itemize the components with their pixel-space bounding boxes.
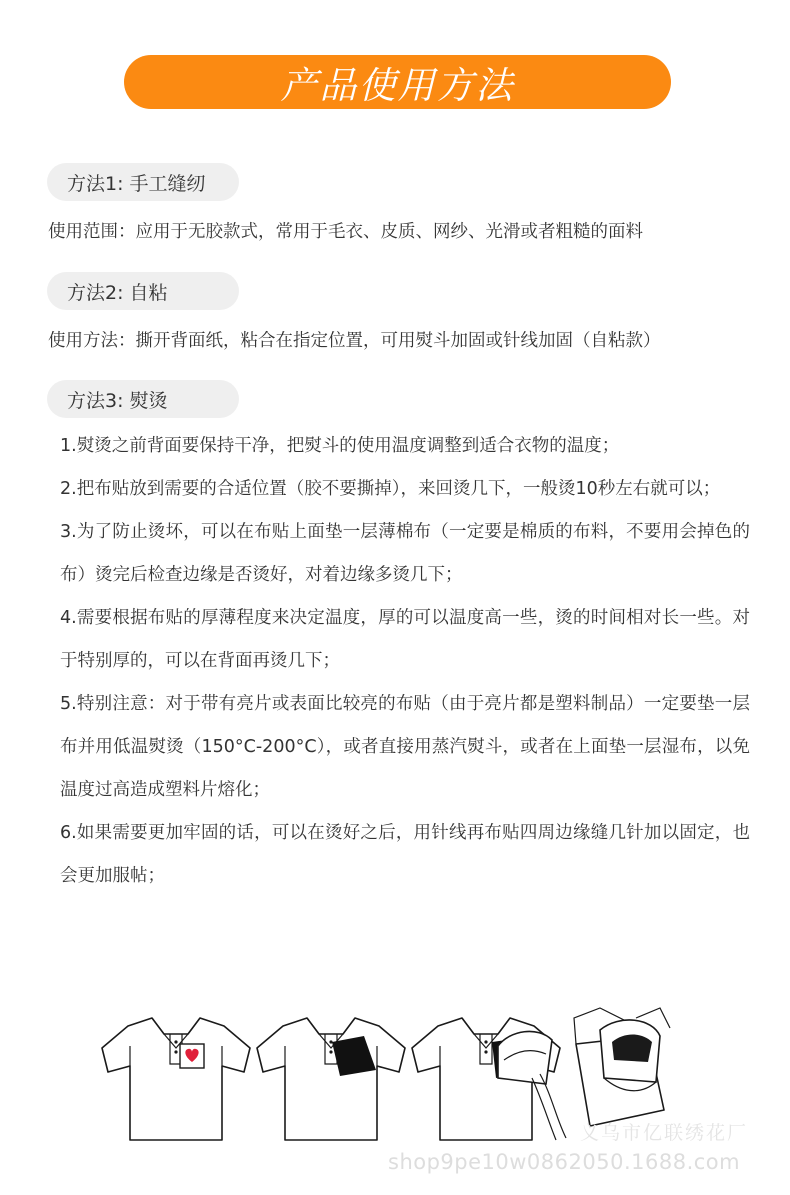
method-1-label: 方法1: 手工缝纫	[47, 163, 239, 201]
method-2-label: 方法2: 自粘	[47, 272, 239, 310]
page-title: 产品使用方法	[280, 64, 515, 107]
step-item: 1.熨烫之前背面要保持干净，把熨斗的使用温度调整到适合衣物的温度；	[60, 436, 620, 456]
method-3-label: 方法3: 熨烫	[47, 380, 239, 418]
iron-closeup-icon	[574, 1008, 670, 1126]
method-2-description: 使用方法：撕开背面纸，粘合在指定位置，可用熨斗加固或针线加固（自粘款）	[48, 331, 661, 351]
ironing-steps-list	[60, 425, 750, 898]
step-item: 2.把布贴放到需要的合适位置（胶不要撕掉），来回烫几下，一般烫10秒左右就可以；	[60, 479, 721, 499]
step-item: 5.特别注意：对于带有亮片或表面比较亮的布贴（由于亮片都是塑料制品）一定要垫一层布并用低温熨烫（150°C-200°C），或者直接用蒸汽熨斗，或者在上面垫一层湿布，以免温度过高造成塑料片熔化；	[60, 694, 750, 800]
step-item: 3.为了防止烫坏，可以在布贴上面垫一层薄棉布（一定要是棉质的布料，不要用会掉色的布）烫完后检查边缘是否烫好，对着边缘多烫几下；	[60, 522, 750, 585]
shirt-with-patch-icon	[102, 1018, 250, 1140]
method-1-description: 使用范围：应用于无胶款式，常用于毛衣、皮质、网纱、光滑或者粗糙的面料	[48, 222, 643, 242]
watermark-text: 义乌市亿联绣花厂	[580, 1122, 749, 1144]
shirt-with-cloth-icon	[257, 1018, 405, 1140]
step-item: 6.如果需要更加牢固的话，可以在烫好之后，用针线再布贴四周边缘缝几针加以固定，也会更加服帖；	[60, 823, 750, 886]
shop-url-text: shop9pe10w0862050.1688.com	[388, 1150, 741, 1174]
step-item: 4.需要根据布贴的厚薄程度来决定温度，厚的可以温度高一些，烫的时间相对长一些。对于特别厚的，可以在背面再烫几下；	[60, 608, 750, 671]
title-banner	[124, 55, 671, 109]
shirt-with-iron-icon	[412, 1018, 566, 1140]
